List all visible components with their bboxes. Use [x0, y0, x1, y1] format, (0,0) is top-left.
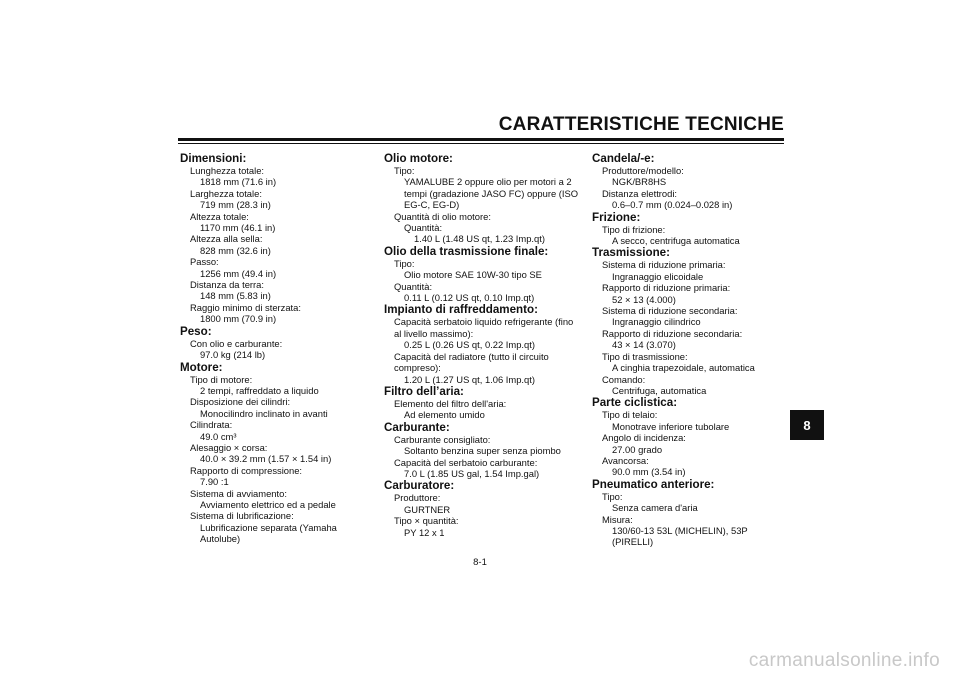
- spec-label: Lunghezza totale:: [190, 165, 265, 176]
- spec-label: Tipo di trasmissione:: [602, 350, 688, 362]
- spec-item: [394, 398, 580, 421]
- section-heading: Filtro dell’aria:: [384, 384, 464, 398]
- spec-label: Rapporto di riduzione primaria:: [602, 282, 731, 294]
- section-olio-motore: [384, 152, 580, 245]
- spec-value: 40.0 × 39.2 mm (1.57 × 1.54 in): [200, 453, 332, 465]
- spec-label: Produttore:: [394, 492, 441, 504]
- spec-item: [190, 165, 368, 188]
- section-heading: Carburatore:: [384, 479, 455, 493]
- section-heading: Motore:: [180, 360, 223, 374]
- spec-item: [190, 302, 368, 325]
- spec-column-1: [180, 152, 368, 545]
- section-heading: Pneumatico anteriore:: [592, 477, 715, 491]
- section-heading: Frizione:: [592, 210, 641, 224]
- spec-item: [190, 465, 368, 488]
- spec-item: [602, 351, 788, 374]
- spec-value: 90.0 mm (3.54 in): [612, 466, 686, 478]
- page-number: 8-1: [473, 557, 487, 568]
- title-rule-thin: [178, 143, 784, 144]
- spec-item: [602, 491, 788, 514]
- spec-column-3: [592, 152, 788, 548]
- spec-value: 0.6–0.7 mm (0.024–0.028 in): [612, 199, 733, 211]
- spec-value: Quantità:: [404, 222, 443, 234]
- section-carburatore: [384, 479, 580, 538]
- spec-label: Rapporto di compressione:: [190, 464, 303, 476]
- spec-value: 1818 mm (71.6 in): [200, 176, 277, 188]
- section-dimensioni: [180, 152, 368, 325]
- spec-label: Sistema di avviamento:: [190, 487, 287, 499]
- spec-value: Soltanto benzina super senza piombo: [404, 445, 561, 457]
- spec-item: [602, 165, 788, 188]
- spec-value: 719 mm (28.3 in): [200, 199, 271, 211]
- spec-label: Cilindrata:: [190, 419, 233, 431]
- spec-value: 97.0 kg (214 lb): [200, 349, 266, 361]
- spec-item: [602, 328, 788, 351]
- spec-label: Misura:: [602, 513, 633, 525]
- section-heading: Parte ciclistica:: [592, 396, 678, 410]
- section-heading: Trasmissione:: [592, 246, 670, 260]
- spec-value: Monotrave inferiore tubolare: [612, 420, 730, 432]
- spec-value: 148 mm (5.83 in): [200, 290, 271, 302]
- spec-value: Ad elemento umido: [404, 409, 485, 421]
- spec-item: [602, 282, 788, 305]
- spec-subvalue: 1.40 L (1.48 US qt, 1.23 Imp.qt): [414, 233, 545, 245]
- spec-value: 130/60-13 53L (MICHELIN), 53P (PIRELLI): [612, 524, 748, 548]
- section-raffreddamento: [384, 303, 580, 384]
- spec-label: Quantità di olio motore:: [394, 210, 491, 222]
- spec-value: NGK/BR8HS: [612, 176, 667, 188]
- spec-value: 49.0 cm³: [200, 430, 237, 442]
- watermark: carmanualsonline.info: [748, 650, 940, 671]
- section-peso: [180, 325, 368, 361]
- spec-item: [190, 256, 368, 279]
- spec-label: Produttore/modello:: [602, 165, 684, 176]
- spec-item: [394, 515, 580, 538]
- spec-label: Rapporto di riduzione secondaria:: [602, 327, 743, 339]
- spec-label: Distanza elettrodi:: [602, 187, 678, 199]
- spec-value: Senza camera d'aria: [612, 502, 698, 514]
- spec-value: 52 × 13 (4.000): [612, 293, 676, 305]
- spec-item: [190, 442, 368, 465]
- section-olio-trasmissione: [384, 245, 580, 304]
- spec-value: 1256 mm (49.4 in): [200, 267, 277, 279]
- spec-label: Sistema di lubrificazione:: [190, 510, 294, 522]
- section-heading: Carburante:: [384, 420, 450, 434]
- spec-item: [394, 281, 580, 304]
- spec-label: Tipo:: [602, 490, 623, 502]
- spec-value: 1.20 L (1.27 US qt, 1.06 Imp.qt): [404, 373, 535, 385]
- section-heading: Candela/-e:: [592, 152, 655, 165]
- section-heading: Impianto di raffreddamento:: [384, 303, 538, 317]
- spec-value: 828 mm (32.6 in): [200, 244, 271, 256]
- section-heading: Olio della trasmissione finale:: [384, 244, 549, 258]
- spec-value: GURTNER: [404, 503, 451, 515]
- spec-item: [190, 279, 368, 302]
- spec-value: A cinghia trapezoidale, automatica: [612, 362, 755, 374]
- spec-label: Raggio minimo di sterzata:: [190, 301, 301, 313]
- spec-label: Tipo di telaio:: [602, 409, 658, 421]
- spec-label: Sistema di riduzione secondaria:: [602, 305, 738, 317]
- spec-item: [602, 224, 788, 247]
- spec-item: [394, 434, 580, 457]
- section-filtro-aria: [384, 385, 580, 421]
- section-candela: [592, 152, 788, 211]
- section-pneumatico-anteriore: [592, 478, 788, 548]
- section-heading: Dimensioni:: [180, 152, 247, 165]
- spec-item: [190, 211, 368, 234]
- spec-value: 2 tempi, raffreddato a liquido: [200, 384, 319, 396]
- spec-item: [190, 488, 368, 511]
- spec-value: Monocilindro inclinato in avanti: [200, 407, 328, 419]
- spec-value: 0.25 L (0.26 US qt, 0.22 Imp.qt): [404, 339, 535, 351]
- spec-item: [602, 409, 788, 432]
- section-heading: Olio motore:: [384, 152, 453, 165]
- spec-label: Passo:: [190, 256, 219, 268]
- spec-item: [190, 419, 368, 442]
- spec-value: Centrifuga, automatica: [612, 384, 707, 396]
- spec-label: Alesaggio × corsa:: [190, 441, 268, 453]
- spec-column-2: [384, 152, 580, 538]
- spec-item: [394, 351, 580, 385]
- spec-value: A secco, centrifuga automatica: [612, 235, 740, 247]
- spec-label: Capacità del serbatoio carburante:: [394, 456, 538, 468]
- spec-item: [394, 457, 580, 480]
- spec-value: Ingranaggio elicoidale: [612, 270, 704, 282]
- spec-label: Tipo × quantità:: [394, 515, 459, 527]
- spec-label: Disposizione dei cilindri:: [190, 396, 291, 408]
- spec-label: Tipo:: [394, 257, 415, 269]
- spec-value: 0.11 L (0.12 US qt, 0.10 Imp.qt): [404, 292, 535, 304]
- spec-value: 7.0 L (1.85 US gal, 1.54 Imp.gal): [404, 467, 540, 479]
- spec-item: [190, 338, 368, 361]
- spec-item: [190, 188, 368, 211]
- section-heading: Peso:: [180, 324, 212, 338]
- spec-value: Lubrificazione separata (Yamaha Autolube): [200, 521, 337, 545]
- spec-label: Avancorsa:: [602, 454, 649, 466]
- spec-value: Olio motore SAE 10W-30 tipo SE: [404, 269, 542, 281]
- spec-item: [394, 258, 580, 281]
- spec-item: [602, 259, 788, 282]
- spec-label: Quantità:: [394, 280, 433, 292]
- spec-label: Tipo di frizione:: [602, 223, 666, 235]
- spec-label: Angolo di incidenza:: [602, 432, 686, 444]
- spec-item: [394, 492, 580, 515]
- spec-item: [602, 374, 788, 397]
- spec-value: PY 12 x 1: [404, 526, 445, 538]
- spec-label: Altezza alla sella:: [190, 233, 263, 245]
- spec-item: [602, 455, 788, 478]
- spec-label: Altezza totale:: [190, 210, 249, 222]
- spec-label: Comando:: [602, 373, 646, 385]
- title-rule-thick: [178, 138, 784, 141]
- section-trasmissione: [592, 246, 788, 396]
- spec-label: Larghezza totale:: [190, 187, 262, 199]
- spec-item: [190, 233, 368, 256]
- spec-item: [394, 165, 580, 211]
- spec-label: Sistema di riduzione primaria:: [602, 259, 726, 271]
- spec-value: 27.00 grado: [612, 443, 663, 455]
- spec-item: [602, 188, 788, 211]
- spec-item: [394, 211, 580, 245]
- spec-label: Carburante consigliato:: [394, 433, 491, 445]
- spec-item: [190, 396, 368, 419]
- spec-label: Capacità serbatoio liquido refrigerante (fino al livello massimo):: [394, 316, 574, 339]
- section-frizione: [592, 211, 788, 247]
- spec-value: 43 × 14 (3.070): [612, 339, 676, 351]
- spec-item: [394, 316, 580, 350]
- spec-item: [602, 514, 788, 548]
- spec-item: [602, 432, 788, 455]
- spec-label: Tipo di motore:: [190, 373, 253, 385]
- spec-value: YAMALUBE 2 oppure olio per motori a 2 tempi (gradazione JASO FC) oppure (ISO EG-C, EG-D): [404, 176, 579, 211]
- spec-item: [190, 510, 368, 544]
- spec-item: [602, 305, 788, 328]
- spec-label: Con olio e carburante:: [190, 337, 283, 349]
- spec-value: Avviamento elettrico ed a pedale: [200, 498, 336, 510]
- page-title: CARATTERISTICHE TECNICHE: [498, 114, 784, 135]
- spec-value: 1170 mm (46.1 in): [200, 222, 276, 234]
- section-carburante: [384, 421, 580, 480]
- spec-label: Tipo:: [394, 165, 415, 176]
- section-parte-ciclistica: [592, 396, 788, 477]
- spec-label: Elemento del filtro dell'aria:: [394, 397, 507, 409]
- spec-label: Distanza da terra:: [190, 279, 264, 291]
- spec-value: 1800 mm (70.9 in): [200, 313, 277, 325]
- spec-label: Capacità del radiatore (tutto il circuito compreso):: [394, 350, 549, 374]
- spec-value: 7.90 :1: [200, 476, 229, 488]
- spec-value: Ingranaggio cilindrico: [612, 316, 701, 328]
- chapter-tab[interactable]: 8: [790, 410, 824, 440]
- spec-item: [190, 374, 368, 397]
- section-motore: [180, 361, 368, 545]
